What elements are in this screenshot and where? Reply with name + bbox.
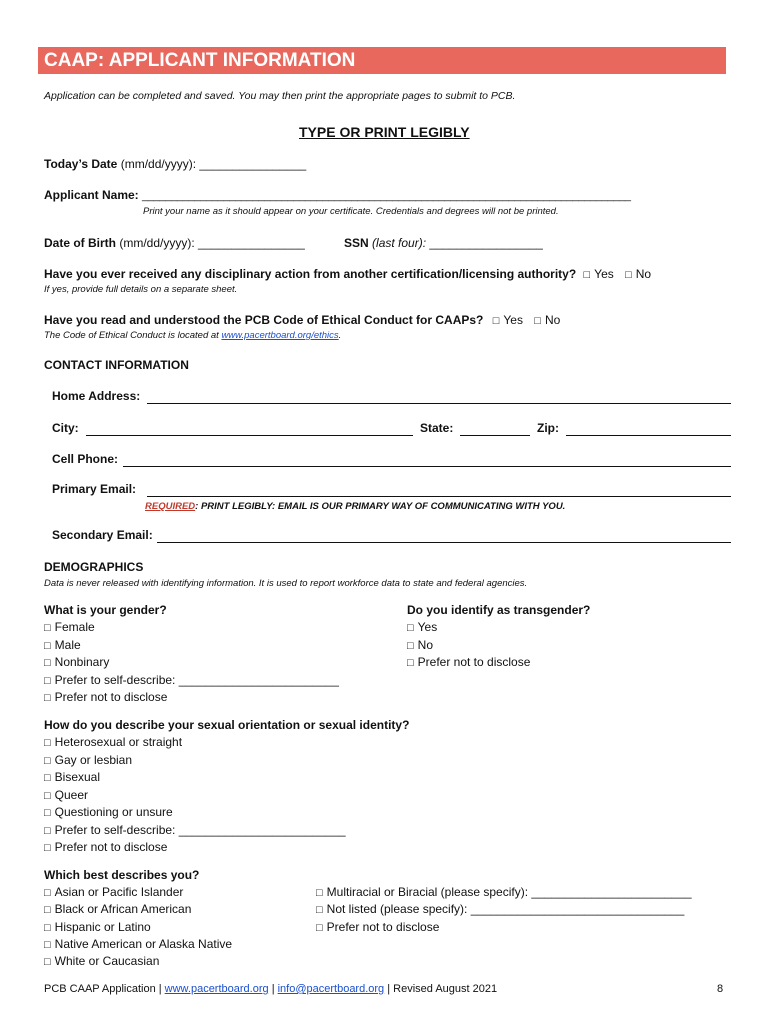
race-option[interactable] xyxy=(316,902,684,916)
disciplinary-no-checkbox[interactable]: □ xyxy=(625,269,632,281)
race-option[interactable] xyxy=(316,885,692,899)
cell-phone-label: Cell Phone: xyxy=(52,452,119,466)
city-label: City: xyxy=(52,421,79,435)
race-label: Hispanic or Latino xyxy=(54,919,151,934)
city-field[interactable] xyxy=(86,435,413,436)
orientation-option[interactable] xyxy=(44,735,182,749)
race-label: Prefer not to disclose xyxy=(326,919,440,934)
page-title: CAAP: APPLICANT INFORMATION xyxy=(44,50,356,71)
race-checkbox[interactable]: □ xyxy=(44,904,51,917)
zip-label: Zip: xyxy=(537,421,559,435)
gender-checkbox[interactable]: □ xyxy=(44,622,51,634)
ssn-field[interactable]: _________________ xyxy=(429,236,543,250)
race-label: Black or African American xyxy=(54,902,192,917)
race-checkbox[interactable]: □ xyxy=(44,938,51,951)
dob-field[interactable]: ________________ xyxy=(198,236,305,250)
orientation-checkbox[interactable]: □ xyxy=(44,737,51,749)
race-checkbox[interactable]: □ xyxy=(44,956,51,969)
home-address-field[interactable] xyxy=(147,403,731,404)
ethics-yes-checkbox[interactable]: □ xyxy=(492,315,500,327)
gender-option[interactable] xyxy=(44,620,95,634)
orientation-option[interactable] xyxy=(44,805,173,819)
gender-label: Male xyxy=(54,637,81,652)
gender-option[interactable] xyxy=(44,673,339,687)
gender-checkbox[interactable]: □ xyxy=(44,639,51,652)
orientation-checkbox[interactable]: □ xyxy=(44,772,51,784)
demographics-heading: DEMOGRAPHICS xyxy=(44,560,144,574)
gender-question: What is your gender? xyxy=(44,603,167,617)
orientation-option[interactable] xyxy=(44,753,132,767)
race-label: Asian or Pacific Islander xyxy=(54,885,184,899)
ethics-question: Have you read and understood the PCB Code of Ethical Conduct for CAAPs? xyxy=(44,313,484,327)
footer-email-link[interactable]: info@pacertboard.org xyxy=(277,983,385,995)
primary-email-label: Primary Email: xyxy=(52,482,137,496)
orientation-label: Queer xyxy=(54,787,89,802)
applicant-name-field[interactable]: ____________________________________________________________________________________ xyxy=(142,190,631,202)
secondary-email-field[interactable] xyxy=(157,542,731,543)
transgender-checkbox[interactable]: □ xyxy=(407,657,414,669)
applicant-name-note: Print your name as it should appear on your certificate. Credentials and degrees will not be printed. xyxy=(143,206,559,217)
contact-heading: CONTACT INFORMATION xyxy=(44,358,189,372)
ssn-row: SSN (last four): _________________ xyxy=(344,236,543,250)
transgender-checkbox[interactable]: □ xyxy=(407,639,414,652)
transgender-question: Do you identify as transgender? xyxy=(407,603,591,617)
race-label: Native American or Alaska Native xyxy=(54,936,233,951)
race-option[interactable] xyxy=(44,954,159,968)
transgender-checkbox[interactable]: □ xyxy=(407,622,414,634)
ethics-row: Have you read and understood the PCB Code of Ethical Conduct for CAAPs? □ Yes □ No xyxy=(44,313,561,327)
race-option[interactable] xyxy=(44,937,232,951)
gender-checkbox[interactable]: □ xyxy=(44,657,51,669)
race-label: White or Caucasian xyxy=(54,954,160,969)
ethics-note: The Code of Ethical Conduct is located at www.pacertboard.org/ethics. xyxy=(44,330,342,341)
ethics-link[interactable]: www.pacertboard.org/ethics xyxy=(221,330,339,341)
state-field[interactable] xyxy=(460,435,530,436)
page-number: 8 xyxy=(717,983,724,995)
orientation-label: Prefer not to disclose xyxy=(54,840,168,854)
disciplinary-note: If yes, provide full details on a separate sheet. xyxy=(44,284,238,295)
orientation-checkbox[interactable]: □ xyxy=(44,842,51,854)
gender-label: Prefer not to disclose xyxy=(54,690,168,704)
gender-label: Female xyxy=(54,620,95,634)
orientation-question: How do you describe your sexual orientation or sexual identity? xyxy=(44,718,410,732)
footer-website-link[interactable]: www.pacertboard.org xyxy=(164,983,269,995)
applicant-name-row: Applicant Name: ____________________________________________________________________________________ xyxy=(44,188,631,202)
orientation-checkbox[interactable]: □ xyxy=(44,789,51,802)
transgender-label: No xyxy=(417,637,433,652)
secondary-email-label: Secondary Email: xyxy=(52,528,153,542)
orientation-label: Bisexual xyxy=(54,770,101,784)
subtitle: Application can be completed and saved. You may then print the appropriate pages to submit to PCB. xyxy=(44,90,516,102)
form-heading: TYPE OR PRINT LEGIBLY xyxy=(299,124,470,140)
orientation-checkbox[interactable]: □ xyxy=(44,824,51,837)
race-option[interactable] xyxy=(44,885,183,899)
state-label: State: xyxy=(420,421,454,435)
title-banner xyxy=(38,47,726,74)
race-checkbox[interactable]: □ xyxy=(44,921,51,934)
race-checkbox[interactable]: □ xyxy=(316,887,323,899)
gender-label: Prefer to self-describe: ________________________ xyxy=(54,672,339,687)
transgender-label: Prefer not to disclose xyxy=(417,655,531,669)
cell-phone-field[interactable] xyxy=(123,466,731,467)
transgender-option[interactable] xyxy=(407,638,433,652)
gender-option[interactable] xyxy=(44,690,167,704)
required-note: REQUIRED: PRINT LEGIBLY: EMAIL IS OUR PRIMARY WAY OF COMMUNICATING WITH YOU. xyxy=(145,501,566,512)
gender-option[interactable] xyxy=(44,638,81,652)
race-option[interactable] xyxy=(316,920,439,934)
race-checkbox[interactable]: □ xyxy=(316,921,323,934)
disciplinary-yes-checkbox[interactable]: □ xyxy=(583,269,591,281)
orientation-label: Heterosexual or straight xyxy=(54,735,183,749)
orientation-label: Questioning or unsure xyxy=(54,805,173,819)
today-date-row: Today’s Date (mm/dd/yyyy): ________________ xyxy=(44,157,307,171)
race-option[interactable] xyxy=(44,920,151,934)
footer: PCB CAAP Application | www.pacertboard.org | info@pacertboard.org | Revised August 2021 xyxy=(44,983,498,995)
orientation-label: Prefer to self-describe: _________________________ xyxy=(54,822,346,837)
orientation-option[interactable] xyxy=(44,770,100,784)
home-address-label: Home Address: xyxy=(52,389,141,403)
demographics-note: Data is never released with identifying information. It is used to report workforce data to state and federal agencies. xyxy=(44,578,528,589)
race-label: Not listed (please specify): ________________________________ xyxy=(326,902,685,917)
gender-option[interactable] xyxy=(44,655,109,669)
race-checkbox[interactable]: □ xyxy=(316,904,323,917)
transgender-option[interactable] xyxy=(407,655,530,669)
race-question: Which best describes you? xyxy=(44,868,200,882)
required-label: REQUIRED xyxy=(145,501,196,512)
gender-label: Nonbinary xyxy=(54,655,110,669)
ethics-no-checkbox[interactable]: □ xyxy=(534,315,541,327)
zip-field[interactable] xyxy=(566,435,731,436)
race-checkbox[interactable]: □ xyxy=(44,887,51,899)
race-option[interactable] xyxy=(44,902,191,916)
primary-email-field[interactable] xyxy=(147,496,731,497)
orientation-option[interactable] xyxy=(44,840,167,854)
disciplinary-row: Have you ever received any disciplinary action from another certification/licensing authority? □ Yes □ No xyxy=(44,267,652,281)
dob-row: Date of Birth (mm/dd/yyyy): ________________ xyxy=(44,236,305,250)
disciplinary-question: Have you ever received any disciplinary action from another certification/licensing authority? xyxy=(44,267,577,281)
transgender-option[interactable] xyxy=(407,620,437,634)
orientation-checkbox[interactable]: □ xyxy=(44,754,51,767)
gender-checkbox[interactable]: □ xyxy=(44,692,51,704)
orientation-option[interactable] xyxy=(44,788,88,802)
orientation-option[interactable] xyxy=(44,823,346,837)
orientation-checkbox[interactable]: □ xyxy=(44,807,51,819)
transgender-label: Yes xyxy=(417,620,438,634)
orientation-label: Gay or lesbian xyxy=(54,752,133,767)
race-label: Multiracial or Biracial (please specify): ________________________ xyxy=(326,885,692,899)
today-date-field[interactable]: ________________ xyxy=(199,157,307,171)
gender-checkbox[interactable]: □ xyxy=(44,674,51,687)
